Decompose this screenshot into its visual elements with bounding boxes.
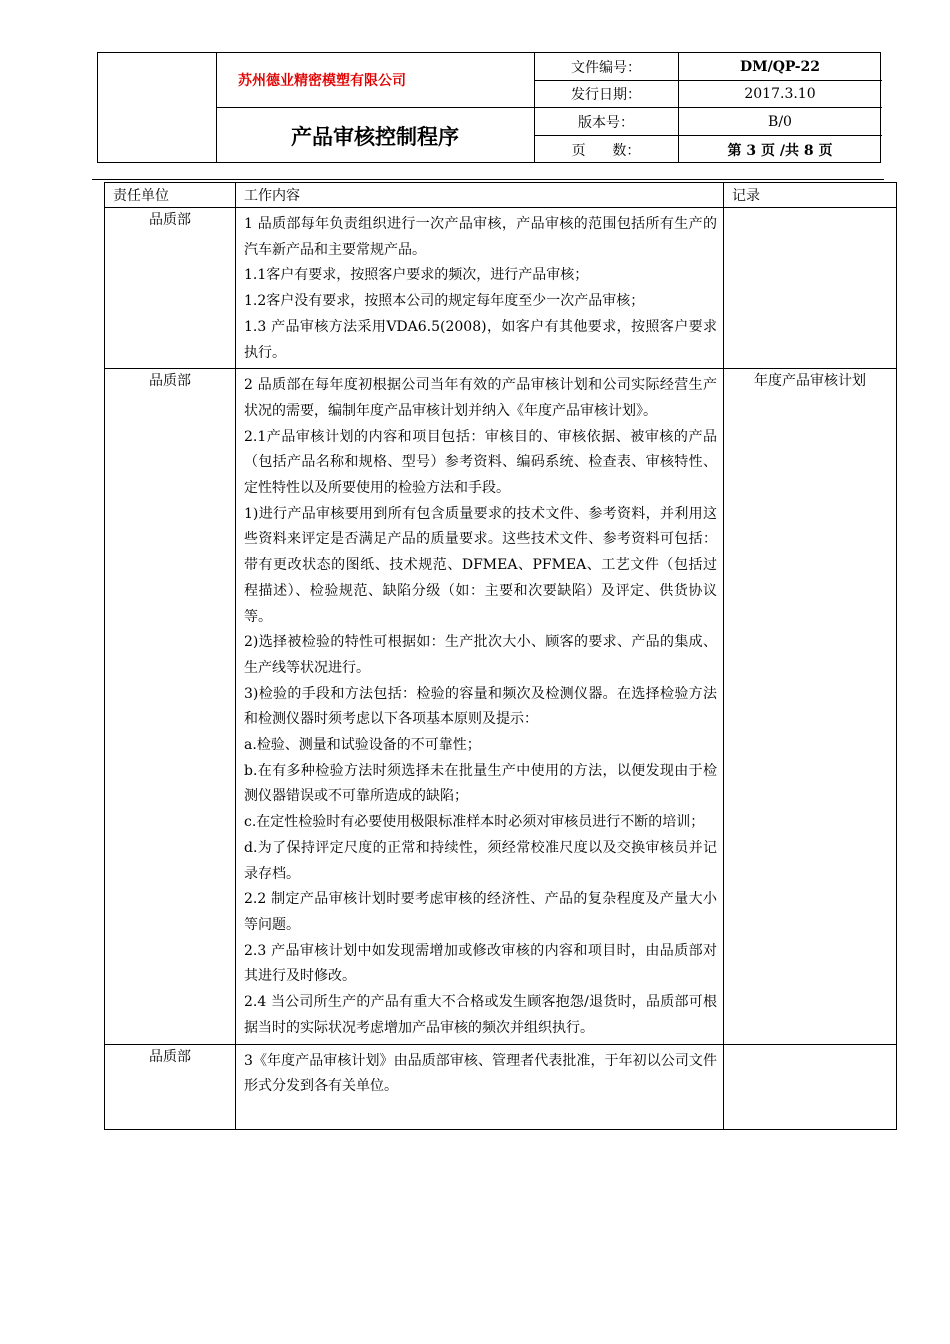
doc-number-label: 文件编号： xyxy=(571,59,641,76)
content-line: 1.3 产品审核方法采用VDA6.5(2008)，如客户有其他要求，按照客户要求执行。 xyxy=(244,318,717,361)
table-row xyxy=(105,208,897,369)
column-header-content: 工作内容 xyxy=(236,183,724,208)
responsible-unit-cell: 品质部 xyxy=(105,369,236,1044)
version-value: B/0 xyxy=(768,113,792,130)
table-row xyxy=(105,1044,897,1129)
content-line: 2.3 产品审核计划中如发现需增加或修改审核的内容和项目时，由品质部对其进行及时修改。 xyxy=(244,942,717,985)
page-count-value: 第 3 页 /共 8 页 xyxy=(727,142,833,159)
responsible-unit-cell: 品质部 xyxy=(105,208,236,369)
record-cell xyxy=(724,208,897,369)
column-header-record: 记录 xyxy=(724,183,897,208)
content-line: 2 品质部在每年度初根据公司当年有效的产品审核计划和公司实际经营生产状况的需要，编制年度产品审核计划并纳入《年度产品审核计划》。 xyxy=(244,377,717,419)
content-line: a.检验、测量和试验设备的不可靠性； xyxy=(244,737,481,754)
version-label: 版本号： xyxy=(578,114,634,131)
table-header-row xyxy=(105,183,897,208)
content-line: b.在有多种检验方法时须选择未在批量生产中使用的方法，以便发现由于检测仪器错误或不可靠所造成的缺陷； xyxy=(244,762,717,805)
column-header-unit: 责任单位 xyxy=(105,183,236,208)
content-line: 3)检验的手段和方法包括：检验的容量和频次及检测仪器。在选择检验方法和检测仪器时须考虑以下各项基本原则及提示： xyxy=(244,685,717,728)
content-line: 3《年度产品审核计划》由品质部审核、管理者代表批准，于年初以公司文件形式分发到各有关单位。 xyxy=(244,1052,717,1095)
record-cell: 年度产品审核计划 xyxy=(724,369,897,1044)
content-line: 2.2 制定产品审核计划时要考虑审核的经济性、产品的复杂程度及产量大小等问题。 xyxy=(244,891,717,933)
document-title: 产品审核控制程序 xyxy=(291,124,459,149)
content-line: 1 品质部每年负责组织进行一次产品审核，产品审核的范围包括所有生产的汽车新产品和主要常规产品。 xyxy=(244,216,717,258)
document-header xyxy=(97,52,881,163)
content-line: 2.1产品审核计划的内容和项目包括：审核目的、审核依据、被审核的产品（包括产品名称和规格、型号）参考资料、编码系统、检查表、审核特性、定性特性以及所要使用的检验方法和手段。 xyxy=(244,428,717,497)
table-row xyxy=(105,369,897,1044)
content-line: 2)选择被检验的特性可根据如：生产批次大小、顾客的要求、产品的集成、生产线等状况进行。 xyxy=(244,634,717,676)
content-line: c.在定性检验时有必要使用极限标准样本时必须对审核员进行不断的培训； xyxy=(244,814,705,831)
responsible-unit-cell: 品质部 xyxy=(105,1044,236,1129)
work-content-cell xyxy=(236,1044,724,1129)
content-line: 2.4 当公司所生产的产品有重大不合格或发生顾客抱怨/退货时，品质部可根据当时的实际状况考虑增加产品审核的频次并组织执行。 xyxy=(244,994,717,1036)
page-count-label: 页 数： xyxy=(571,142,641,159)
issue-date-value: 2017.3.10 xyxy=(744,85,816,102)
header-separator-rule xyxy=(92,179,884,180)
work-content-cell xyxy=(236,369,724,1044)
content-line: 1.2客户没有要求，按照本公司的规定每年度至少一次产品审核； xyxy=(244,293,645,310)
record-cell xyxy=(724,1044,897,1129)
content-line: d.为了保持评定尺度的正常和持续性，须经常校准尺度以及交换审核员并记录存档。 xyxy=(244,839,717,882)
content-line: 1.1客户有要求，按照客户要求的频次，进行产品审核； xyxy=(244,267,589,284)
company-name: 苏州德业精密模塑有限公司 xyxy=(238,73,406,89)
work-content-cell xyxy=(236,208,724,369)
content-line: 1)进行产品审核要用到所有包含质量要求的技术文件、参考资料，并利用这些资料来评定是否满足产品的质量要求。这些技术文件、参考资料可包括：带有更改状态的图纸、技术规范、DFMEA、PFMEA、工艺文件（包括过程描述）、检验规范、缺陷分级（如：主要和次要缺陷）及评定、供货协议等。 xyxy=(244,505,717,625)
issue-date-label: 发行日期： xyxy=(571,86,641,103)
doc-number-value: DM/QP-22 xyxy=(739,58,820,75)
procedure-table xyxy=(104,182,897,1130)
